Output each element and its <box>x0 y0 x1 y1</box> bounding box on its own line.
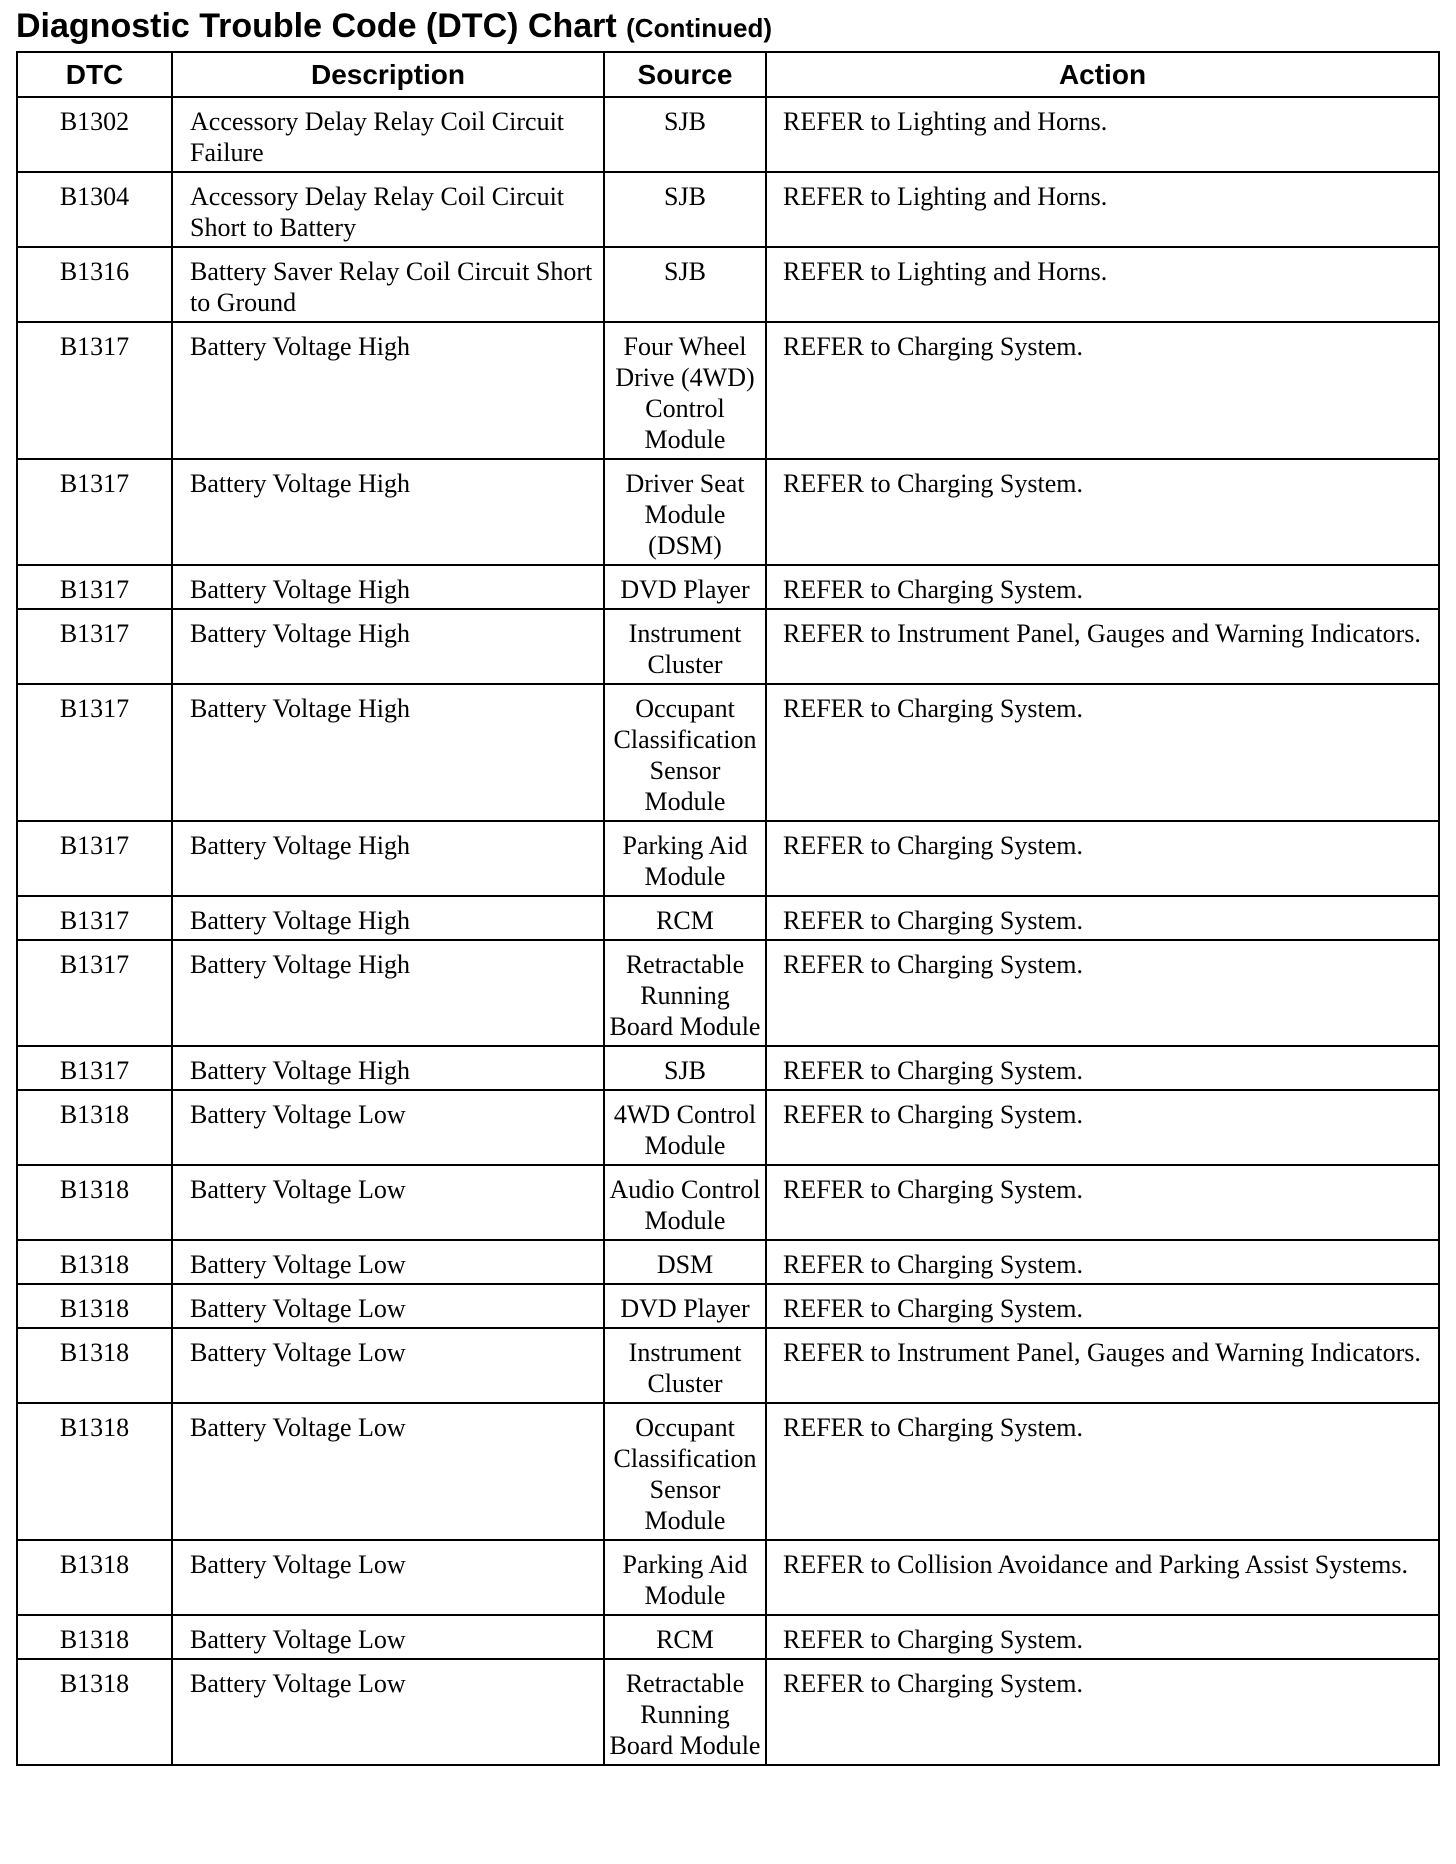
source-cell: Occupant Classification Sensor Module <box>604 1403 766 1540</box>
dtc-cell: B1318 <box>17 1090 172 1165</box>
dtc-cell: B1304 <box>17 172 172 247</box>
description-cell: Battery Saver Relay Coil Circuit Short to Ground <box>172 247 604 322</box>
column-header-dtc: DTC <box>17 52 172 97</box>
table-row <box>17 1240 1439 1284</box>
action-cell: REFER to Charging System. <box>766 565 1439 609</box>
description-cell: Battery Voltage Low <box>172 1615 604 1659</box>
source-cell: Retractable Running Board Module <box>604 940 766 1046</box>
table-row <box>17 1090 1439 1165</box>
description-cell: Battery Voltage Low <box>172 1090 604 1165</box>
column-header-source: Source <box>604 52 766 97</box>
table-row <box>17 1165 1439 1240</box>
action-cell: REFER to Lighting and Horns. <box>766 172 1439 247</box>
action-cell: REFER to Charging System. <box>766 821 1439 896</box>
description-cell: Battery Voltage Low <box>172 1328 604 1403</box>
description-cell: Battery Voltage High <box>172 896 604 940</box>
source-cell: Instrument Cluster <box>604 1328 766 1403</box>
table-row <box>17 1659 1439 1765</box>
action-cell: REFER to Charging System. <box>766 322 1439 459</box>
action-cell: REFER to Charging System. <box>766 1659 1439 1765</box>
description-cell: Accessory Delay Relay Coil Circuit Short to Battery <box>172 172 604 247</box>
action-cell: REFER to Charging System. <box>766 1403 1439 1540</box>
table-row <box>17 896 1439 940</box>
table-row <box>17 821 1439 896</box>
table-row <box>17 172 1439 247</box>
page-title-continued: (Continued) <box>626 13 772 43</box>
action-cell: REFER to Lighting and Horns. <box>766 97 1439 172</box>
action-cell: REFER to Collision Avoidance and Parking Assist Systems. <box>766 1540 1439 1615</box>
description-cell: Battery Voltage High <box>172 821 604 896</box>
dtc-cell: B1302 <box>17 97 172 172</box>
action-cell: REFER to Charging System. <box>766 896 1439 940</box>
page-title <box>16 6 772 48</box>
source-cell: DVD Player <box>604 565 766 609</box>
source-cell: Parking Aid Module <box>604 1540 766 1615</box>
description-cell: Battery Voltage High <box>172 684 604 821</box>
dtc-cell: B1317 <box>17 459 172 565</box>
source-cell: 4WD Control Module <box>604 1090 766 1165</box>
source-cell: SJB <box>604 247 766 322</box>
source-cell: Audio Control Module <box>604 1165 766 1240</box>
dtc-cell: B1317 <box>17 322 172 459</box>
description-cell: Battery Voltage Low <box>172 1403 604 1540</box>
table-row <box>17 1615 1439 1659</box>
action-cell: REFER to Charging System. <box>766 1615 1439 1659</box>
source-cell: DVD Player <box>604 1284 766 1328</box>
dtc-cell: B1317 <box>17 821 172 896</box>
dtc-cell: B1317 <box>17 609 172 684</box>
action-cell: REFER to Instrument Panel, Gauges and Warning Indicators. <box>766 1328 1439 1403</box>
description-cell: Battery Voltage Low <box>172 1659 604 1765</box>
action-cell: REFER to Charging System. <box>766 1284 1439 1328</box>
description-cell: Battery Voltage Low <box>172 1540 604 1615</box>
action-cell: REFER to Charging System. <box>766 1165 1439 1240</box>
table-row <box>17 1540 1439 1615</box>
description-cell: Battery Voltage High <box>172 459 604 565</box>
source-cell: DSM <box>604 1240 766 1284</box>
table-row <box>17 1046 1439 1090</box>
table-row <box>17 322 1439 459</box>
dtc-cell: B1318 <box>17 1403 172 1540</box>
dtc-cell: B1317 <box>17 896 172 940</box>
action-cell: REFER to Instrument Panel, Gauges and Warning Indicators. <box>766 609 1439 684</box>
source-cell: Instrument Cluster <box>604 609 766 684</box>
source-cell: SJB <box>604 97 766 172</box>
action-cell: REFER to Charging System. <box>766 1240 1439 1284</box>
table-row <box>17 1284 1439 1328</box>
table-row <box>17 684 1439 821</box>
table-header-row <box>17 52 1439 97</box>
description-cell: Battery Voltage High <box>172 322 604 459</box>
column-header-description: Description <box>172 52 604 97</box>
table-row <box>17 459 1439 565</box>
description-cell: Battery Voltage High <box>172 1046 604 1090</box>
description-cell: Battery Voltage Low <box>172 1165 604 1240</box>
dtc-cell: B1317 <box>17 1046 172 1090</box>
table-row <box>17 940 1439 1046</box>
dtc-cell: B1317 <box>17 940 172 1046</box>
table-row <box>17 565 1439 609</box>
source-cell: Driver Seat Module (DSM) <box>604 459 766 565</box>
action-cell: REFER to Lighting and Horns. <box>766 247 1439 322</box>
dtc-cell: B1318 <box>17 1165 172 1240</box>
dtc-cell: B1318 <box>17 1540 172 1615</box>
dtc-cell: B1316 <box>17 247 172 322</box>
description-cell: Battery Voltage High <box>172 565 604 609</box>
source-cell: RCM <box>604 896 766 940</box>
table-row <box>17 97 1439 172</box>
dtc-cell: B1318 <box>17 1240 172 1284</box>
source-cell: Occupant Classification Sensor Module <box>604 684 766 821</box>
source-cell: Four Wheel Drive (4WD) Control Module <box>604 322 766 459</box>
action-cell: REFER to Charging System. <box>766 940 1439 1046</box>
source-cell: SJB <box>604 172 766 247</box>
description-cell: Accessory Delay Relay Coil Circuit Failure <box>172 97 604 172</box>
dtc-cell: B1317 <box>17 684 172 821</box>
description-cell: Battery Voltage Low <box>172 1240 604 1284</box>
dtc-cell: B1318 <box>17 1328 172 1403</box>
action-cell: REFER to Charging System. <box>766 459 1439 565</box>
dtc-table <box>16 51 1440 1766</box>
dtc-cell: B1318 <box>17 1284 172 1328</box>
table-body <box>17 97 1439 1765</box>
action-cell: REFER to Charging System. <box>766 1046 1439 1090</box>
table-row <box>17 1403 1439 1540</box>
description-cell: Battery Voltage High <box>172 940 604 1046</box>
source-cell: RCM <box>604 1615 766 1659</box>
table-row <box>17 247 1439 322</box>
action-cell: REFER to Charging System. <box>766 684 1439 821</box>
table-row <box>17 609 1439 684</box>
source-cell: Retractable Running Board Module <box>604 1659 766 1765</box>
source-cell: SJB <box>604 1046 766 1090</box>
column-header-action: Action <box>766 52 1439 97</box>
dtc-cell: B1317 <box>17 565 172 609</box>
description-cell: Battery Voltage Low <box>172 1284 604 1328</box>
source-cell: Parking Aid Module <box>604 821 766 896</box>
dtc-cell: B1318 <box>17 1659 172 1765</box>
table-row <box>17 1328 1439 1403</box>
action-cell: REFER to Charging System. <box>766 1090 1439 1165</box>
page-title-text: Diagnostic Trouble Code (DTC) Chart <box>16 7 617 45</box>
dtc-cell: B1318 <box>17 1615 172 1659</box>
description-cell: Battery Voltage High <box>172 609 604 684</box>
